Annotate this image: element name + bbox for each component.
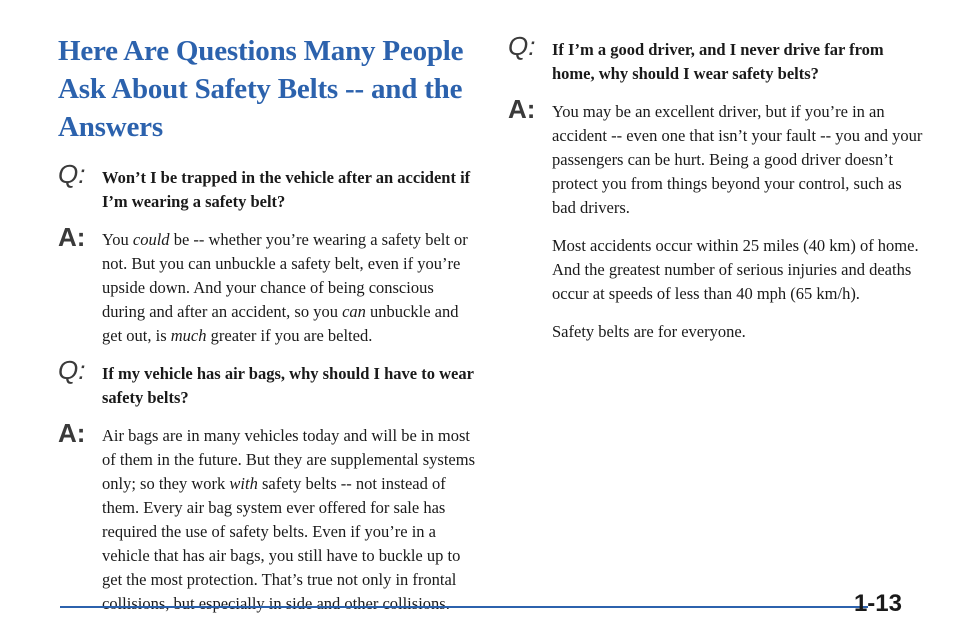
answer-paragraph: Safety belts are for everyone.	[552, 322, 746, 341]
answer-paragraph: Most accidents occur within 25 miles (40 km) of home. And the greatest number of serious injuries and deaths occur at speeds of less than 40 mph (65 km/h).	[552, 236, 919, 303]
question-marker: Q:	[58, 355, 86, 385]
question-marker: Q:	[58, 159, 86, 189]
answer-marker: A:	[508, 94, 536, 124]
answer-block-2	[58, 418, 480, 616]
question-text: Won’t I be trapped in the vehicle after an accident if I’m wearing a safety belt?	[102, 168, 471, 211]
answer-block-1	[58, 222, 480, 348]
question-block-2	[58, 355, 480, 410]
answer-block-3	[508, 94, 928, 220]
page-number: 1-13	[853, 590, 902, 617]
question-marker: Q:	[508, 31, 536, 61]
question-text: If I’m a good driver, and I never drive far from home, why should I wear safety belts?	[552, 40, 884, 83]
answer-marker: A:	[58, 418, 86, 448]
question-block-3	[508, 31, 928, 86]
answer-text: You could be -- whether you’re wearing a safety belt or not. But you can unbuckle a safety belt, even if you’re upside down. And your chance of being conscious during and after an accident, so you can unbuckle and get out, is much greater if you are belted.	[102, 230, 468, 345]
answer-marker: A:	[58, 222, 86, 252]
left-column	[58, 0, 480, 616]
footer-rule	[60, 606, 868, 608]
answer-text: You may be an excellent driver, but if you’re in an accident -- even one that isn’t your fault -- you and your passengers can be hurt. Being a good driver doesn’t protect you from things beyond your control, such as bad drivers.	[552, 102, 923, 217]
right-column	[508, 0, 928, 344]
question-block-1	[58, 159, 480, 214]
answer-text: Air bags are in many vehicles today and will be in most of them in the future. But they are supplemental systems only; so they work with safety belts -- not instead of them. Every air bag system ever offered for sale has required the use of safety belts. Even if you’re in a vehicle that has air bags, you still have to buckle up to get the most protection. That’s true not only in frontal collisions, but especially in side and other collisions.	[102, 426, 475, 613]
section-heading: Here Are Questions Many People Ask About Safety Belts -- and the Answers	[58, 35, 464, 143]
question-text: If my vehicle has air bags, why should I have to wear safety belts?	[102, 364, 474, 407]
